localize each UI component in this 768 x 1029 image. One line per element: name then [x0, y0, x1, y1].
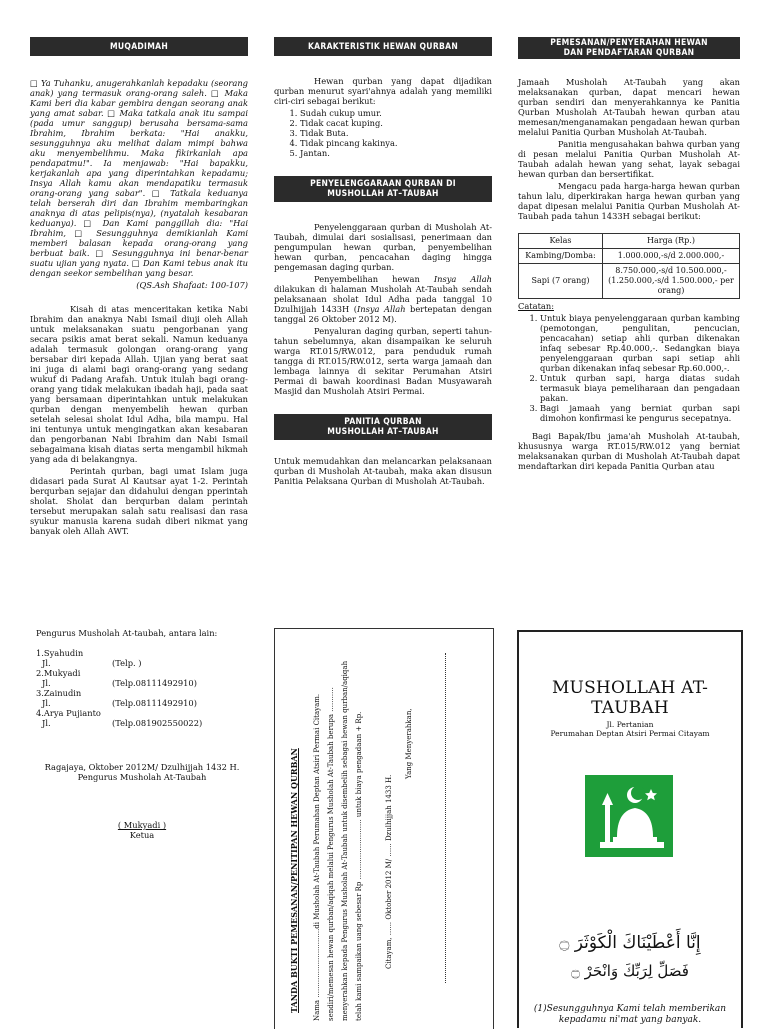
- mosque-logo-icon: [585, 775, 673, 857]
- list-item: 1. Sudah cukup umur.: [300, 108, 492, 118]
- list-item: 2. Tidak cacat kuping.: [300, 118, 492, 128]
- pemesanan-column: [518, 37, 740, 473]
- pengurus-title: Pengurus Musholah At-taubah, antara lain:: [36, 628, 218, 638]
- penyelenggaraan-p3: Penyaluran daging qurban, seperti tahun-tahun sebelumnya, akan disampaikan ke seluruh warga RT.015/RW.012, para penduduk rumah tangga di RT.015/RW.012, serta warga jamaah dan lembaga lainnya di sekitar Perumahan Atsiri Permai di bawah koordinasi Badan Musyawarah Masjid dan Musholah Atsiri Permai.: [274, 326, 492, 396]
- muqadimah-para2: Perintah qurban, bagi umat Islam juga didasari pada Surat Al Kautsar ayat 1-2. Perintah berqurban sejajar dan didahului dengan pperintah sholat. Sholat dan berqurban dalam perintah tersebut merupakan salah satu realisasi dan rasa syukur manusia karena sudah diberi nikmat yang banyak oleh Allah AWT.: [30, 466, 248, 536]
- translation-text: (1)Sesungguhnya Kami telah memberikan kepadamu ni'mat yang banyak.: [533, 1004, 727, 1025]
- pengurus-list: 1.Syahudin Jl. (Telp. ) 2.Mukyadi Jl. (Telp.08111492910) 3.Zainudin Jl. (Telp.08111492910) 4.Arya Pujianto Jl. (Telp.081902550022): [36, 648, 248, 728]
- list-item: 2.Mukyadi: [36, 668, 81, 678]
- signer-name: ( Mukyadi ): [117, 820, 167, 830]
- penyelenggaraan-p2: Penyembelihan hewan Insya Allah dilakukan di halaman Musholah At-Taubah sendah pelaksanaan sholat Idul Adha pada tanggal 10 Dzulhijjah 1433H (Insya Allah bertepatan dengan tanggal 26 Oktober 2012 M).: [274, 274, 492, 324]
- list-item: 1.Syahudin: [36, 648, 84, 658]
- list-item: 5. Jantan.: [300, 148, 492, 158]
- signer-role: Ketua: [129, 830, 155, 840]
- penyelenggaraan-header: PENYELENGGARAAN QURBAN DI MUSHOLLAH AT–TAUBAH: [274, 176, 492, 202]
- criteria-list: [274, 108, 492, 158]
- arabic-verse-2: فَصَلِّ لِرَبِّكَ وَانْحَرْ ۝: [571, 962, 689, 980]
- pengurus-column: [36, 628, 248, 840]
- signature-line: [445, 653, 447, 983]
- list-item: 3. Bagi jamaah yang berniat qurban sapi dimohon konfirmasi ke pengurus secepatnya.: [540, 403, 740, 423]
- muqadimah-column: [30, 37, 248, 538]
- panitia-text: Untuk memudahkan dan melancarkan pelaksanaan qurban di Musholah At-taubah, maka akan disusun Panitia Pelaksana Qurban di Musholah At-Taubah.: [274, 456, 492, 486]
- verse-text: □ Ya Tuhanku, anugerahkanlah kepadaku (seorang anak) yang termasuk orang-orang saleh. □ Maka Kami beri dia kabar gembira dengan seorang anak yang amat sabar. □ Maka tatkala anak itu sampai (pada umur sanggup) berusaha bersama-sama Ibrahim, Ibrahim berkata: "Hai anakku, sesungguhnya aku melihat dalam mimpi bahwa aku menyembelihmu. Maka fikirkanlah apa pendapatmu!". Ia menjawab: "Hai bapakku, kerjakanlah apa yang diperintahkan kepadamu; Insya Allah kamu akan mendapatiku termasuk orang-orang yang sabar". □ Tatkala keduanya telah berserah diri dan Ibrahim membaringkan anaknya di atas pelipis(nya), (nyatalah kesabaran keduanya). □ Dan Kami panggillah dia: "Hai Ibrahim, □ Sesungguhnya demikianlah Kami memberi balasan kepada orang-orang yang berbuat baik. □ Sesungguhnya ini benar-benar suatu ujian yang nyata. □ Dan Kami tebus anak itu dengan seekor sembelihan yang besar.: [30, 78, 248, 278]
- pemesanan-p4: Bagi Bapak/Ibu jama'ah Musholah At-taubah, khususnya warga RT.015/RW.012 yang berniat melaksanakan qurban di Musholah At-Taubah dapat mendaftarkan diri kepada Panitia Qurban atau: [518, 431, 740, 471]
- pemesanan-p3: Mengacu pada harga-harga hewan qurban tahun lalu, diperkirakan harga hewan qurban yang dapat dipesan melalui Panitia Qurban Musholah At-Taubah pada tahun 1433H sebagai berikut:: [518, 181, 740, 221]
- list-item: 3.Zainudin: [36, 688, 82, 698]
- notes-list: [518, 313, 740, 423]
- place-date: Ragajaya, Oktober 2012M/ Dzulhijjah 1432 H.: [44, 762, 240, 772]
- price-table: [518, 233, 740, 299]
- form-title: TANDA BUKTI PEMESANAN/PENITIPAN HEWAN QURBAN: [289, 748, 299, 1013]
- penyelenggaraan-p1: Penyelenggaraan qurban di Musholah At-Taubah, dimulai dari sosialisasi, penerimaan dan pengumpulan hewan qurban, penyembelihan hewan qurban, pencacahan daging hingga pengemasan daging qurban.: [274, 222, 492, 272]
- list-item: 4.Arya Pujianto: [36, 708, 101, 718]
- cover-title: MUSHOLLAH AT-TAUBAH: [551, 678, 709, 718]
- table-row: Kambing/Domba: 1.000.000,-s/d 2.000.000,-: [519, 249, 740, 264]
- karakteristik-intro: Hewan qurban yang dapat dijadikan qurban menurut syari'ahnya adalah yang memiliki ciri-ciri sebagai berikut:: [274, 76, 492, 106]
- muqadimah-header: MUQADIMAH: [30, 37, 248, 56]
- arabic-verse-1: إِنَّا أَعْطَيْنَاكَ الْكَوْثَرَ ۝: [559, 933, 701, 953]
- cover-address2: Perumahan Deptan Atsiri Permai Citayam: [550, 729, 710, 738]
- table-header: Harga (Rp.): [602, 234, 739, 249]
- table-row: Sapi (7 orang) 8.750.000,-s/d 10.500.000,- (1.250.000,-s/d 1.500.000,- per orang): [519, 264, 740, 299]
- notes-title: Catatan:: [518, 301, 554, 311]
- list-item: 3. Tidak Buta.: [300, 128, 492, 138]
- panitia-header: PANITIA QURBAN MUSHOLLAH AT–TAUBAH: [274, 414, 492, 440]
- verse-source: (QS.Ash Shafaat: 100-107): [136, 280, 248, 290]
- pemesanan-p2: Panitia mengusahakan bahwa qurban yang di pesan melalui Panitia Qurban Musholah At-Taubah adalah hewan yang sehat, layak sebagai hewan qurban dan bersertifikat.: [518, 139, 740, 179]
- list-item: 1. Untuk biaya penyelenggaraan qurban kambing (pemotongan, pengulitan, pencucian, pencacahan) setiap ahli qurban dikenakan infaq sebesar Rp.40.000,-. Sedangkan biaya penyelenggaraan qurban sapi setiap ahli qurban dikenakan infaq sebesar Rp.60.000,-.: [540, 313, 740, 373]
- table-header: Kelas: [519, 234, 603, 249]
- pemesanan-p1: Jamaah Musholah At-Taubah yang akan melaksanakan qurban, dapat mencari hewan qurban sendiri dan menyerahkannya ke Panitia Qurban Musholah At-Taubah hewan qurban atau memesan/menganamakan pengadaan hewan qurban melalui Panitia Qurban Musholah At-Taubah.: [518, 77, 740, 137]
- receipt-form: TANDA BUKTI PEMESANAN/PENITIPAN HEWAN QURBAN Nama ...............................di Musholah At-Taubah Perumahan Deptan Atsiri Permai Citayam. sendiri/memesan hewan qurban/aqiqah melalui Pengurus Musholah At-Taubah berupa ........... menyerahkan kepada Pengurus Musholah At-Taubah untuk disembelih sebagai hewan qurban/aqiqah telah kami sampaikan uang sebesar Rp ........................... untuk biaya pengadaan + Rp. Citayam, ...... Oktober 2012 M/ ...... Dzulhijjah 1433 H. Yang Menyerahkan,: [274, 628, 494, 1029]
- org-name: Pengurus Musholah At-Taubah: [77, 772, 207, 782]
- list-item: 4. Tidak pincang kakinya.: [300, 138, 492, 148]
- cover-panel: [517, 630, 743, 1028]
- list-item: 2. Untuk qurban sapi, harga diatas sudah termasuk biaya pemeliharaan dan pengadaan pakan.: [540, 373, 740, 403]
- muqadimah-para1: Kisah di atas menceritakan ketika Nabi Ibrahim dan anaknya Nabi Ismail diuji oleh Allah untuk melaksanakan suatu pengorbanan yang secara psikis amat berat sekali. Namun keduanya adalah termasuk golongan orang-orang yang bersabar diri kepada Allah. Ujian yang berat saat ini juga di alami bagi orang-orang yang sedang wukuf di Padang Arafah. Untuk itulah bagi orang-orang yang tidak melakukan ibadah haji, pada saat yang bersamaan diperintahkan untuk melakukan qurban dengan menyembelih hewan qurban setelah selesai sholat Idul Adha, bila mampu. Hal ini tentunya untuk mengingatkan akan kesabaran dan pengorbanan Nabi Ibrahim dan Nabi Ismail sebagaimana kisah diatas serta mengambil hikmah yang ada di belakangnya.: [30, 304, 248, 464]
- pemesanan-header: PEMESANAN/PENYERAHAN HEWAN DAN PENDAFTARAN QURBAN: [518, 37, 740, 59]
- cover-address1: Jl. Pertanian: [606, 720, 654, 729]
- karakteristik-column: [274, 37, 492, 488]
- karakteristik-header: KARAKTERISTIK HEWAN QURBAN: [274, 37, 492, 56]
